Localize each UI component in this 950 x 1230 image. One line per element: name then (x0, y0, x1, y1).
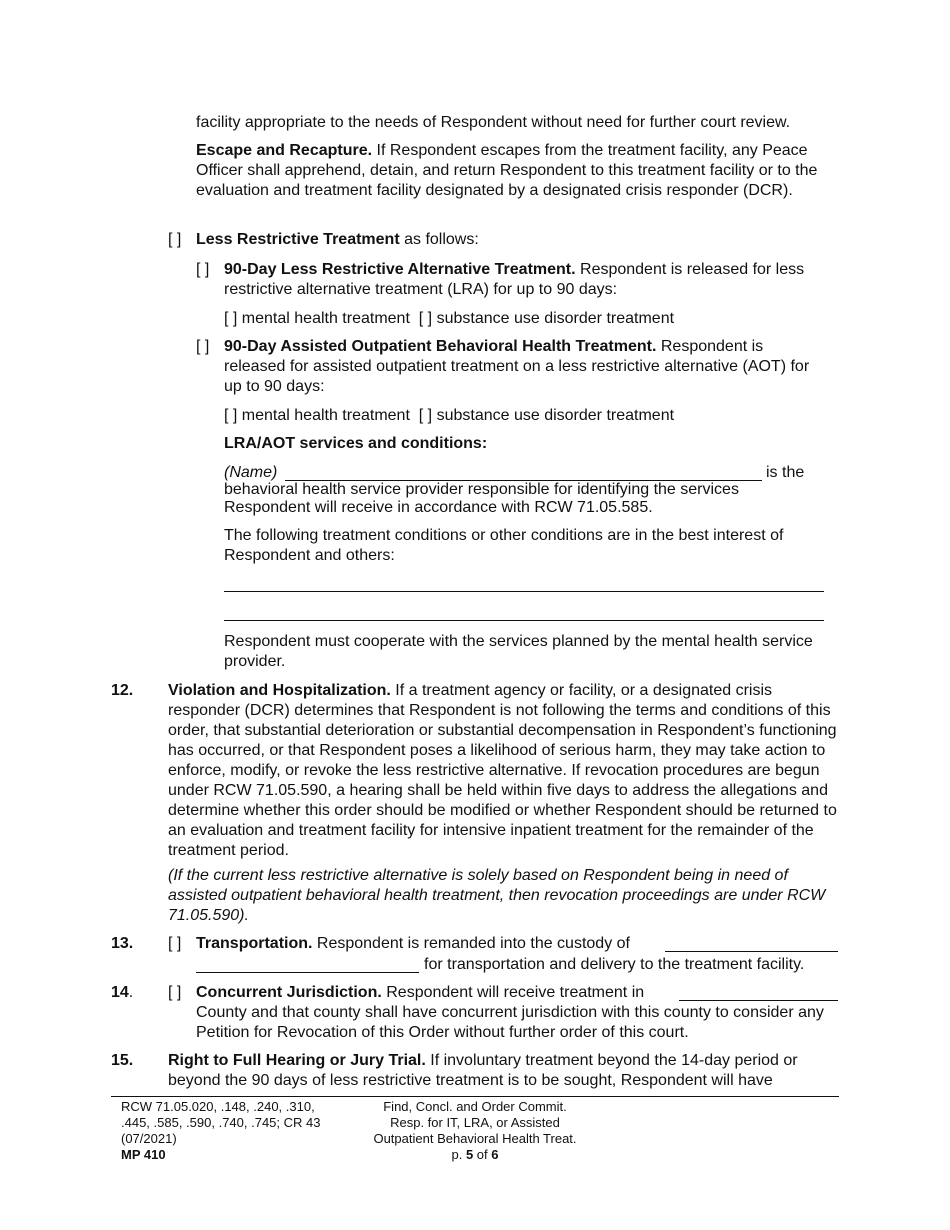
provider-text: behavioral health service provider responsible for identifying the services Respondent will receive in accordance with RCW 71.05.585. (224, 481, 739, 516)
section-15-text: If involuntary treatment beyond the 14-day period or beyond the 90 days of less restrictive treatment is to be sought, Respondent will have (168, 1052, 798, 1089)
lra-options (224, 309, 824, 329)
section-12-heading: Violation and Hospitalization. (168, 682, 391, 699)
section-13-line-1 (196, 934, 666, 954)
section-12-number: 12. (111, 682, 134, 699)
footer-divider (111, 1096, 839, 1097)
section-12-text: If a treatment agency or facility, or a designated crisis responder (DCR) determines that Respondent is not following the terms and conditions of this order, that substantial deterioration or substantial decompensation in Respondent’s functioning has occurred, or that Respondent poses a likelihood of serious harm, they may take action to enforce, modify, or revoke the less restrictive alternative. If revocation procedures are begun under RCW 71.05.590, a hearing shall be held within five days to address the allegations and determine whether this order should be modified or whether Respondent should be returned to an evaluation and treatment facility for intensive inpatient treatment for the remainder of the treatment period. (168, 682, 837, 859)
section-15-number: 15. (111, 1052, 134, 1069)
provider-name-label: (Name) (224, 464, 278, 481)
section-14-num-dot: . (128, 984, 134, 1001)
footer-title-line-1: Find, Concl. and Order Commit. (383, 1099, 567, 1114)
cooperate-text: Respondent must cooperate with the services planned by the mental health service provider. (224, 633, 813, 670)
aot-heading: 90-Day Assisted Outpatient Behavioral Health Treatment. (224, 338, 657, 355)
section-15-heading: Right to Full Hearing or Jury Trial. (168, 1052, 426, 1069)
section-13-text: Respondent is remanded into the custody of (312, 935, 630, 952)
section-14-text: Respondent will receive treatment in (381, 984, 645, 1001)
footer-revision: (07/2021) (121, 1131, 177, 1146)
section-14-heading: Concurrent Jurisdiction. (196, 984, 382, 1001)
aot-paragraph (224, 337, 828, 397)
page-of: of (473, 1147, 492, 1162)
aot-text: Respondent is released for assisted outpatient treatment on a less restrictive alternative (AOT) for up to 90 days: (224, 338, 810, 395)
section-12-paragraph (168, 681, 842, 861)
services-heading: LRA/AOT services and conditions: (224, 435, 488, 452)
section-14-num: 14 (111, 984, 129, 1001)
lra-substance-use-checkbox[interactable]: [ ] (418, 310, 433, 327)
lra-text: Respondent is released for less restrictive alternative treatment (LRA) for up to 90 days: (224, 261, 805, 298)
section-13-checkbox[interactable]: [ ] (168, 935, 182, 952)
lra-mental-health-checkbox[interactable]: [ ] (224, 310, 238, 327)
footer-form-id: MP 410 (121, 1147, 166, 1162)
footer-title-line-3: Outpatient Behavioral Health Treat. (373, 1131, 577, 1146)
page-prefix: p. (451, 1147, 466, 1162)
footer-title (350, 1099, 600, 1163)
escape-recapture-paragraph (196, 141, 836, 201)
section-13-number: 13. (111, 935, 134, 952)
footer-rcw-line-2: .445, .585, .590, .740, .745; CR 43 (121, 1115, 321, 1130)
lrt-line (196, 230, 816, 250)
aot-checkbox[interactable]: [ ] (196, 338, 210, 355)
custody-of-field[interactable] (665, 951, 838, 952)
section-15-paragraph (168, 1051, 828, 1091)
footer-rcw-line-1: RCW 71.05.020, .148, .240, .310, (121, 1099, 315, 1114)
conditions-line-1[interactable] (224, 591, 824, 592)
aot-mental-health-checkbox[interactable]: [ ] (224, 407, 238, 424)
aot-mental-health-label: mental health treatment (241, 407, 410, 424)
aot-options (224, 406, 824, 426)
intro-line: facility appropriate to the needs of Respondent without need for further court review. (196, 114, 791, 131)
section-14-line-1 (196, 983, 676, 1003)
section-12-note: (If the current less restrictive alternative is solely based on Respondent being in need of assisted outpatient behavioral health treatment, then revocation proceedings are under RCW 71.05.590). (168, 867, 826, 924)
lra-heading: 90-Day Less Restrictive Alternative Treatment. (224, 261, 576, 278)
lra-checkbox[interactable]: [ ] (196, 261, 210, 278)
conditions-line-2[interactable] (224, 620, 824, 621)
aot-substance-use-checkbox[interactable]: [ ] (418, 407, 433, 424)
conditions-text: The following treatment conditions or other conditions are in the best interest of Respondent and others: (224, 527, 784, 564)
lra-paragraph (224, 260, 824, 300)
escape-heading: Escape and Recapture. (196, 142, 373, 159)
lrt-heading: Less Restrictive Treatment (196, 231, 400, 248)
section-13-line-2: for transportation and delivery to the treatment facility. (424, 956, 805, 973)
page-current: 5 (465, 1147, 474, 1162)
footer-title-line-2: Resp. for IT, LRA, or Assisted (390, 1115, 560, 1130)
treatment-county-field[interactable] (679, 1000, 838, 1001)
section-14-number (111, 983, 133, 1003)
section-14-checkbox[interactable]: [ ] (168, 984, 182, 1001)
page-total: 6 (491, 1147, 499, 1162)
lra-mental-health-label: mental health treatment (241, 310, 410, 327)
section-14-rest: County and that county shall have concurrent jurisdiction with this county to consider any Petition for Revocation of this Order without further order of this court. (196, 1004, 824, 1041)
lrt-tail: as follows: (399, 231, 479, 248)
escape-text: If Respondent escapes from the treatment facility, any Peace Officer shall apprehend, detain, and return Respondent to this treatment facility or to the evaluation and treatment facility designated by a designated crisis responder (DCR). (196, 142, 818, 199)
lrt-checkbox[interactable]: [ ] (168, 231, 182, 248)
aot-substance-use-label: substance use disorder treatment (436, 407, 675, 424)
footer-page-number (350, 1147, 600, 1163)
custody-of-field-continued[interactable] (196, 972, 419, 973)
lra-substance-use-label: substance use disorder treatment (436, 310, 675, 327)
is-the-text: is the (766, 464, 805, 481)
footer-statutes (121, 1099, 361, 1163)
section-13-heading: Transportation. (196, 935, 313, 952)
